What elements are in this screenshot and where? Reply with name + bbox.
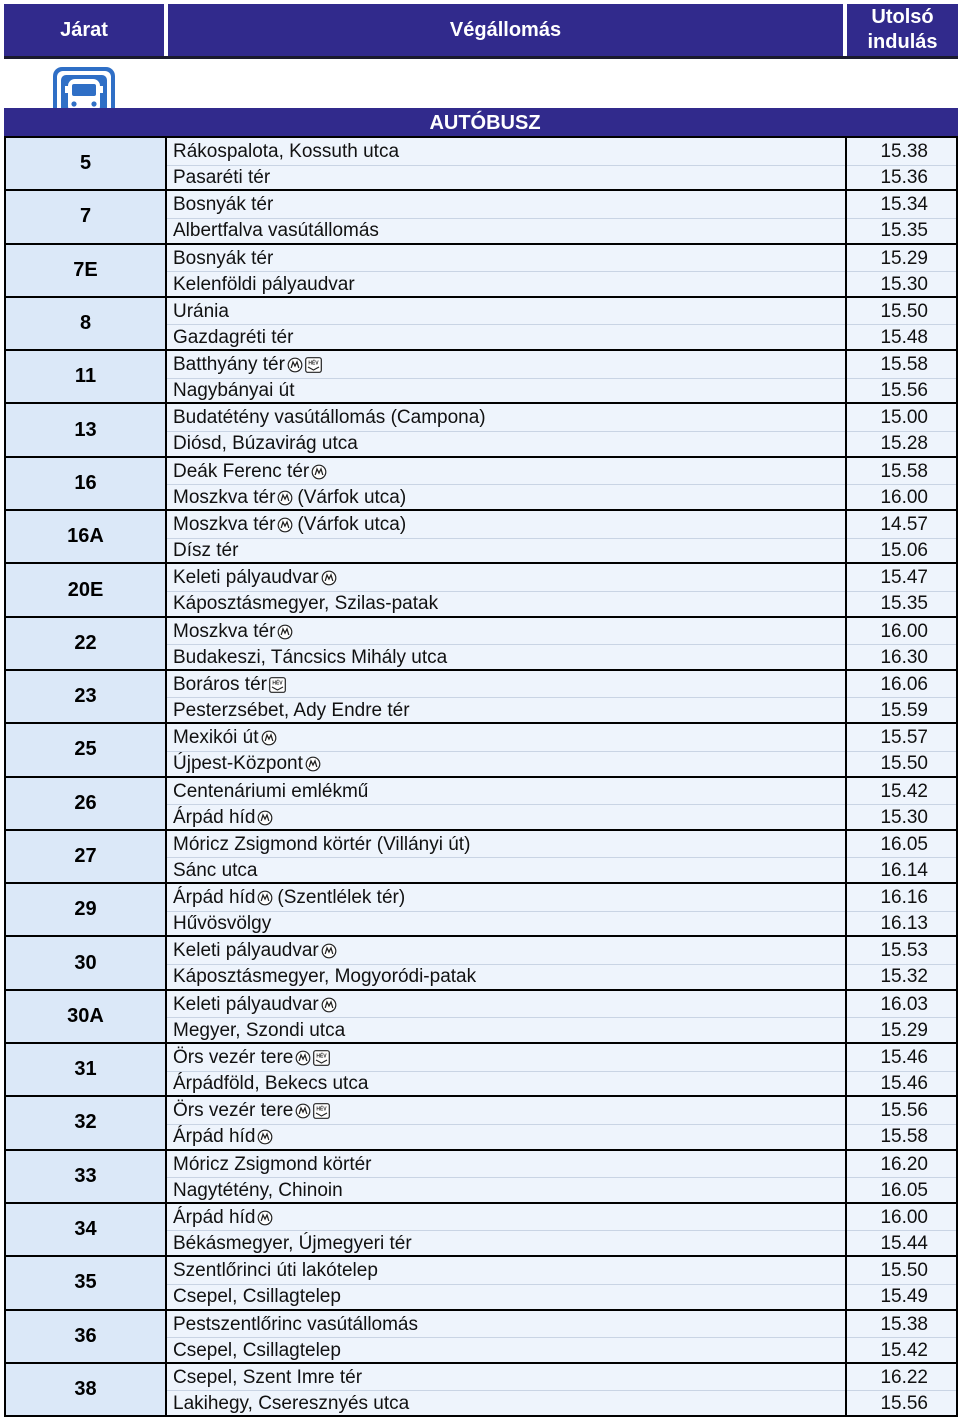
last-departure-cell (847, 351, 956, 402)
stop-name: Sánc utca (173, 859, 258, 881)
last-departure-cell (847, 138, 956, 189)
last-departure-cell (847, 831, 956, 882)
stop-name: Árpád híd (173, 806, 256, 828)
route-number: 7 (6, 191, 167, 242)
route-number: 11 (6, 351, 167, 402)
departure-time: 15.58 (880, 1126, 928, 1148)
terminus-stop (173, 1124, 273, 1150)
last-departure-cell (847, 1257, 956, 1308)
route-row (4, 298, 958, 351)
departure-time: 15.58 (880, 354, 928, 376)
departure-time: 15.48 (880, 326, 928, 348)
stop-name: Csepel, Csillagtelep (173, 1286, 341, 1308)
last-departure-cell (847, 1097, 956, 1148)
stop-name: Budakeszi, Táncsics Mihály utca (173, 646, 448, 668)
terminus-stop (173, 1365, 362, 1391)
last-departure-cell (847, 618, 956, 669)
departure-time: 16.22 (880, 1366, 928, 1388)
routes-table (4, 136, 958, 1417)
metro-icon (311, 464, 327, 480)
metro-icon (257, 1129, 273, 1145)
hev-icon (313, 1103, 330, 1119)
route-row (4, 1204, 958, 1257)
terminus-stop (173, 485, 406, 511)
departure-time: 16.05 (880, 1179, 928, 1201)
departure-time: 15.36 (880, 167, 928, 188)
terminus-stop (173, 1205, 273, 1231)
stop-name: Kelenföldi pályaudvar (173, 273, 355, 295)
terminus-cell (167, 404, 847, 455)
stop-name: Moszkva tér (173, 514, 276, 536)
terminus-stop (173, 698, 410, 724)
route-row (4, 1151, 958, 1204)
departure-time: 16.06 (880, 673, 928, 695)
header-terminus (168, 4, 843, 56)
terminus-stop (173, 591, 438, 617)
stop-name: Újpest-Központ (173, 753, 303, 775)
stop-name: Gazdagréti tér (173, 326, 294, 348)
terminus-cell (167, 618, 847, 669)
route-row (4, 724, 958, 777)
departure-time: 15.06 (880, 540, 928, 562)
terminus-stop (173, 165, 270, 191)
terminus-stop (173, 805, 273, 831)
last-departure-cell (847, 884, 956, 935)
departure-time: 15.46 (880, 1073, 928, 1095)
last-departure-cell (847, 1151, 956, 1202)
svg-text:HÉV: HÉV (272, 680, 283, 687)
last-departure-cell (847, 458, 956, 509)
terminus-cell (167, 138, 847, 189)
terminus-stop (173, 299, 229, 325)
departure-time: 16.03 (880, 993, 928, 1015)
terminus-cell (167, 671, 847, 722)
route-number: 26 (6, 778, 167, 829)
terminus-stop (173, 1391, 409, 1417)
terminus-cell (167, 511, 847, 562)
terminus-stop (173, 325, 293, 351)
departure-time: 14.57 (880, 514, 928, 536)
terminus-stop (173, 565, 337, 591)
terminus-cell (167, 937, 847, 988)
last-departure-cell (847, 404, 956, 455)
terminus-cell (167, 245, 847, 296)
stop-suffix: (Várfok utca) (297, 514, 407, 536)
stop-name: Káposztásmegyer, Mogyoródi-patak (173, 966, 477, 988)
route-row (4, 1311, 958, 1364)
terminus-cell (167, 1204, 847, 1255)
hev-icon (305, 357, 322, 373)
stop-name: Móricz Zsigmond körtér (173, 1153, 372, 1175)
terminus-stop (173, 405, 486, 431)
terminus-cell (167, 191, 847, 242)
header-divider (4, 56, 958, 59)
metro-icon (321, 943, 337, 959)
route-number: 27 (6, 831, 167, 882)
last-departure-cell (847, 1311, 956, 1362)
departure-time: 15.56 (880, 1100, 928, 1122)
terminus-stop (173, 938, 337, 964)
departure-time: 15.00 (880, 407, 928, 429)
last-departure-cell (847, 1204, 956, 1255)
header-last-departure (847, 4, 958, 56)
route-number: 16 (6, 458, 167, 509)
svg-text:HÉV: HÉV (316, 1106, 328, 1113)
route-number: 22 (6, 618, 167, 669)
last-departure-cell (847, 671, 956, 722)
metro-icon (287, 357, 303, 373)
route-row (4, 831, 958, 884)
route-number: 29 (6, 884, 167, 935)
stop-name: Keleti pályaudvar (173, 993, 319, 1015)
stop-suffix: (Várfok utca) (297, 486, 407, 508)
stop-name: Árpád híd (173, 1206, 256, 1228)
terminus-stop (173, 885, 405, 911)
stop-name: Moszkva tér (173, 486, 276, 508)
route-number: 31 (6, 1044, 167, 1095)
header-route (4, 4, 164, 56)
metro-icon (277, 517, 293, 533)
departure-time: 15.46 (880, 1047, 928, 1069)
terminus-stop (173, 672, 286, 698)
route-row (4, 245, 958, 298)
stop-name: Csepel, Csillagtelep (173, 1339, 341, 1361)
terminus-cell (167, 298, 847, 349)
route-row (4, 1257, 958, 1310)
departure-time: 16.00 (880, 486, 928, 508)
stop-name: Boráros tér (173, 673, 267, 695)
terminus-cell (167, 458, 847, 509)
route-row (4, 458, 958, 511)
terminus-stop (173, 1071, 368, 1097)
departure-time: 15.47 (880, 567, 928, 589)
departure-time: 15.57 (880, 727, 928, 749)
departure-time: 15.32 (880, 966, 928, 988)
terminus-cell (167, 1257, 847, 1308)
terminus-stop (173, 1231, 412, 1257)
departure-time: 16.00 (880, 1206, 928, 1228)
route-row (4, 778, 958, 831)
stop-name: Megyer, Szondi utca (173, 1019, 346, 1041)
metro-icon (257, 810, 273, 826)
stop-name: Bosnyák tér (173, 194, 274, 216)
stop-name: Békásmegyer, Újmegyeri tér (173, 1232, 412, 1254)
stop-name: Moszkva tér (173, 620, 276, 642)
stop-name: Örs vezér tere (173, 1100, 294, 1122)
stop-name: Árpádföld, Bekecs utca (173, 1073, 369, 1095)
stop-name: Pasaréti tér (173, 167, 271, 188)
stop-name: Szentlőrinci úti lakótelep (173, 1260, 378, 1282)
stop-name: Hűvösvölgy (173, 913, 272, 935)
metro-icon (295, 1103, 311, 1119)
route-number: 36 (6, 1311, 167, 1362)
terminus-stop (173, 911, 271, 937)
departure-time: 16.14 (880, 859, 928, 881)
terminus-cell (167, 724, 847, 775)
route-row (4, 937, 958, 990)
last-departure-cell (847, 1044, 956, 1095)
metro-icon (261, 730, 277, 746)
stop-name: Diósd, Búzavirág utca (173, 433, 358, 455)
departure-time: 15.29 (880, 247, 928, 269)
stop-name: Dísz tér (173, 540, 239, 562)
terminus-stop (173, 858, 258, 884)
terminus-stop (173, 538, 238, 564)
last-departure-cell (847, 191, 956, 242)
departure-time: 15.29 (880, 1019, 928, 1041)
route-number: 23 (6, 671, 167, 722)
last-departure-cell (847, 991, 956, 1042)
stop-name: Lakihegy, Cseresznyés utca (173, 1392, 410, 1414)
departure-time: 16.05 (880, 833, 928, 855)
header-route-label: Járat (60, 18, 108, 41)
last-departure-cell (847, 511, 956, 562)
stop-name: Nagybányai út (173, 380, 295, 402)
terminus-cell (167, 991, 847, 1042)
terminus-cell (167, 1311, 847, 1362)
terminus-stop (173, 512, 406, 538)
header-terminus-label: Végállomás (449, 18, 562, 41)
departure-time: 15.50 (880, 1260, 928, 1282)
stop-name: Rákospalota, Kossuth utca (173, 141, 400, 162)
departure-time: 15.44 (880, 1232, 928, 1254)
route-number: 25 (6, 724, 167, 775)
route-row (4, 618, 958, 671)
stop-name: Centenáriumi emlékmű (173, 780, 369, 802)
terminus-stop (173, 751, 321, 777)
departure-time: 15.56 (880, 1392, 928, 1414)
last-departure-cell (847, 298, 956, 349)
terminus-stop (173, 725, 277, 751)
terminus-stop (173, 1284, 341, 1310)
route-number: 32 (6, 1097, 167, 1148)
stop-name: Keleti pályaudvar (173, 940, 319, 962)
metro-icon (321, 570, 337, 586)
departure-time: 15.35 (880, 220, 928, 242)
terminus-stop (173, 352, 322, 378)
route-number: 13 (6, 404, 167, 455)
departure-time: 15.30 (880, 273, 928, 295)
terminus-stop (173, 619, 293, 645)
svg-text:HÉV: HÉV (308, 360, 319, 367)
departure-time: 15.38 (880, 1313, 928, 1335)
route-row (4, 191, 958, 244)
route-number: 20E (6, 564, 167, 615)
metro-icon (321, 997, 337, 1013)
terminus-stop (173, 192, 273, 218)
departure-time: 15.38 (880, 141, 928, 162)
departure-time: 15.56 (880, 380, 928, 402)
route-number: 16A (6, 511, 167, 562)
terminus-stop (173, 459, 327, 485)
last-departure-cell (847, 778, 956, 829)
terminus-cell (167, 778, 847, 829)
svg-text:HÉV: HÉV (316, 1053, 328, 1060)
departure-time: 15.59 (880, 699, 928, 721)
terminus-cell (167, 564, 847, 615)
departure-time: 16.16 (880, 887, 928, 909)
terminus-stop (173, 139, 399, 165)
last-departure-cell (847, 1364, 956, 1415)
terminus-stop (173, 964, 476, 990)
stop-name: Keleti pályaudvar (173, 567, 319, 589)
route-row (4, 884, 958, 937)
last-departure-cell (847, 724, 956, 775)
departure-time: 16.20 (880, 1153, 928, 1175)
route-row (4, 404, 958, 457)
route-row (4, 1097, 958, 1150)
terminus-cell (167, 351, 847, 402)
terminus-cell (167, 1151, 847, 1202)
terminus-stop (173, 1152, 372, 1178)
route-number: 34 (6, 1204, 167, 1255)
header-last-line1: Utolsó (871, 6, 934, 28)
departure-time: 15.49 (880, 1286, 928, 1308)
route-number: 5 (6, 138, 167, 189)
terminus-stop (173, 1045, 330, 1071)
route-row (4, 1044, 958, 1097)
terminus-stop (173, 1178, 343, 1204)
terminus-stop (173, 779, 368, 805)
last-departure-cell (847, 937, 956, 988)
route-number: 8 (6, 298, 167, 349)
metro-icon (305, 756, 321, 772)
terminus-cell (167, 1364, 847, 1415)
terminus-stop (173, 378, 294, 404)
terminus-stop (173, 272, 355, 298)
departure-time: 15.28 (880, 433, 928, 455)
stop-name: Csepel, Szent Imre tér (173, 1366, 363, 1388)
stop-name: Árpád híd (173, 1126, 256, 1148)
route-number: 30A (6, 991, 167, 1042)
route-row (4, 351, 958, 404)
hev-icon (269, 677, 286, 693)
departure-time: 16.13 (880, 913, 928, 935)
route-number: 30 (6, 937, 167, 988)
stop-name: Uránia (173, 300, 229, 322)
departure-time: 16.00 (880, 620, 928, 642)
route-number: 38 (6, 1364, 167, 1415)
terminus-cell (167, 1097, 847, 1148)
terminus-stop (173, 645, 447, 671)
terminus-cell (167, 884, 847, 935)
header-last-line2: indulás (867, 31, 938, 53)
stop-name: Budatétény vasútállomás (Campona) (173, 407, 486, 429)
metro-icon (295, 1050, 311, 1066)
stop-name: Örs vezér tere (173, 1047, 294, 1069)
stop-suffix: (Szentlélek tér) (277, 887, 406, 909)
departure-time: 15.53 (880, 940, 928, 962)
terminus-cell (167, 1044, 847, 1095)
stop-name: Móricz Zsigmond körtér (Villányi út) (173, 833, 471, 855)
stop-name: Káposztásmegyer, Szilas-patak (173, 593, 439, 615)
metro-icon (257, 1210, 273, 1226)
metro-icon (277, 624, 293, 640)
metro-icon (277, 490, 293, 506)
departure-time: 15.42 (880, 780, 928, 802)
section-title-bus: AUTÓBUSZ (4, 108, 958, 136)
terminus-stop (173, 832, 470, 858)
route-row (4, 671, 958, 724)
last-departure-cell (847, 245, 956, 296)
stop-name: Árpád híd (173, 887, 256, 909)
departure-time: 15.50 (880, 300, 928, 322)
stop-name: Bosnyák tér (173, 247, 274, 269)
departure-time: 15.34 (880, 194, 928, 216)
terminus-stop (173, 1098, 330, 1124)
stop-name: Nagytétény, Chinoin (173, 1179, 343, 1201)
terminus-cell (167, 831, 847, 882)
terminus-stop (173, 431, 358, 457)
stop-name: Mexikói út (173, 727, 259, 749)
stop-name: Pestszentlőrinc vasútállomás (173, 1313, 418, 1335)
terminus-stop (173, 218, 379, 244)
terminus-stop (173, 1338, 341, 1364)
terminus-stop (173, 992, 337, 1018)
route-number: 35 (6, 1257, 167, 1308)
stop-name: Albertfalva vasútállomás (173, 220, 379, 242)
departure-time: 15.35 (880, 593, 928, 615)
route-number: 33 (6, 1151, 167, 1202)
route-row (4, 511, 958, 564)
route-number: 7E (6, 245, 167, 296)
departure-time: 15.30 (880, 806, 928, 828)
departure-time: 16.30 (880, 646, 928, 668)
route-row (4, 991, 958, 1044)
terminus-stop (173, 1258, 378, 1284)
last-departure-cell (847, 564, 956, 615)
metro-icon (257, 890, 273, 906)
route-row (4, 1364, 958, 1417)
terminus-stop (173, 246, 273, 272)
stop-name: Pesterzsébet, Ady Endre tér (173, 699, 410, 721)
stop-name: Deák Ferenc tér (173, 460, 310, 482)
departure-time: 15.58 (880, 460, 928, 482)
stop-name: Batthyány tér (173, 354, 285, 376)
route-row (4, 564, 958, 617)
terminus-stop (173, 1018, 345, 1044)
departure-time: 15.42 (880, 1339, 928, 1361)
route-row (4, 138, 958, 191)
hev-icon (313, 1050, 330, 1066)
departure-time: 15.50 (880, 753, 928, 775)
terminus-stop (173, 1312, 418, 1338)
